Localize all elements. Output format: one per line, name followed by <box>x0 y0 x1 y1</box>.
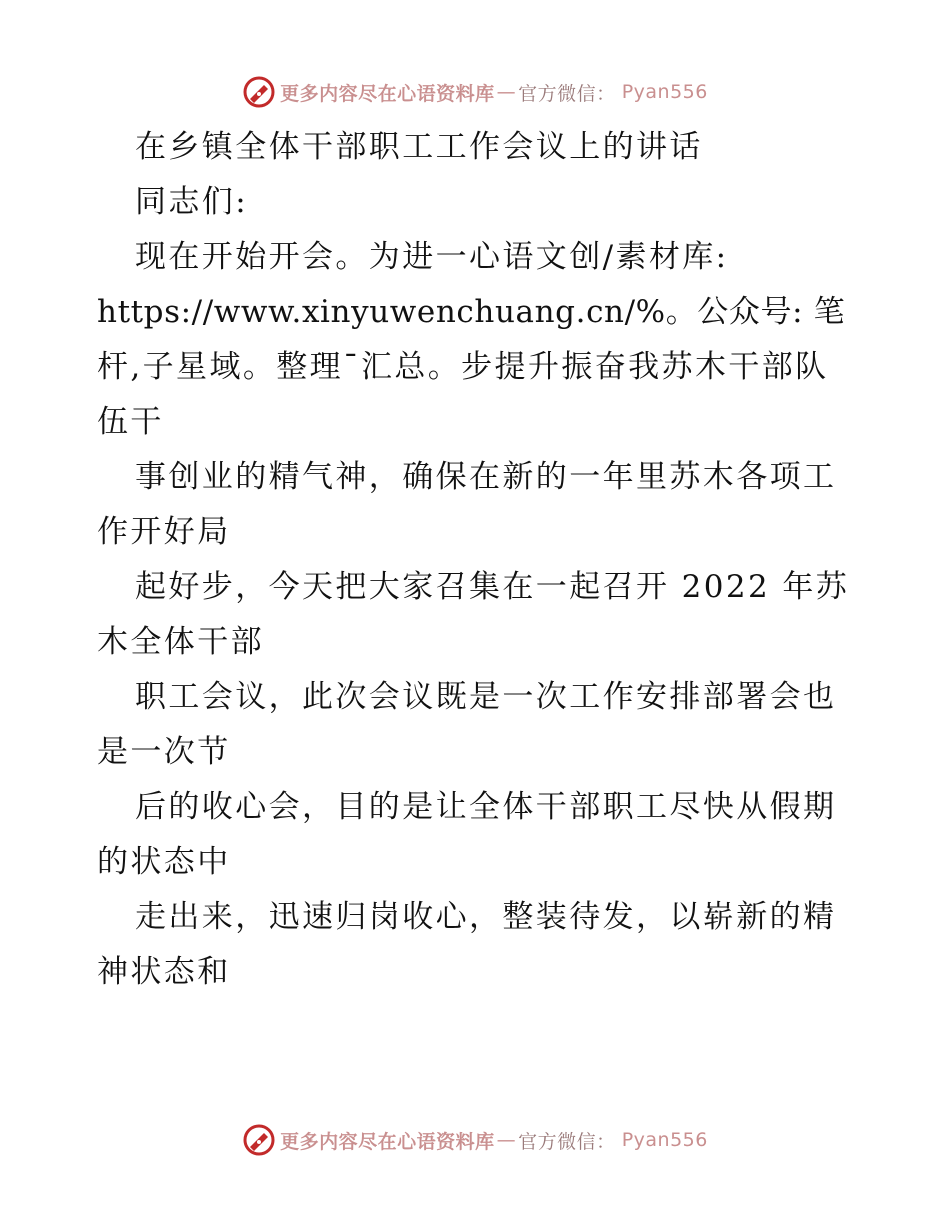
paragraph-line: 作开好局 <box>97 514 231 550</box>
pen-nib-circle-icon <box>242 1123 276 1157</box>
document-body <box>97 120 857 1000</box>
document-title: 在乡镇全体干部职工工作会议上的讲话 <box>135 129 703 165</box>
paragraph-line: 现在开始开会。为进一心语文创/素材库: <box>135 239 729 275</box>
watermark-label: 官方微信： <box>518 1130 616 1153</box>
pen-nib-circle-icon <box>242 75 276 109</box>
paragraph-line: 的状态中 <box>97 844 231 880</box>
watermark-handle: Pyan556 <box>621 1129 708 1151</box>
footer-watermark <box>0 1120 950 1160</box>
paragraph-line: 木全体干部 <box>97 624 264 660</box>
paragraph-line-url: https://www.xinyuwenchuang.cn/%。公众号: 笔 <box>97 294 846 330</box>
paragraph-line: 走出来，迅速归岗收心，整装待发，以崭新的精 <box>135 899 837 935</box>
paragraph-line: 事创业的精气神，确保在新的一年里苏木各项工 <box>135 459 837 495</box>
salutation: 同志们: <box>135 184 249 220</box>
paragraph-line: 是一次节 <box>97 734 231 770</box>
watermark-dash: — <box>496 81 517 103</box>
watermark-handle: Pyan556 <box>621 81 708 103</box>
paragraph-line: 起好步，今天把大家召集在一起召开 2022 年苏 <box>135 569 850 605</box>
watermark-label: 官方微信： <box>518 82 616 105</box>
watermark-dash: — <box>496 1129 517 1151</box>
paragraph-line: 后的收心会，目的是让全体干部职工尽快从假期 <box>135 789 837 825</box>
paragraph-line: 职工会议，此次会议既是一次工作安排部署会也 <box>135 679 837 715</box>
watermark-brand: 更多内容尽在心语资料库 <box>280 1130 495 1153</box>
header-watermark <box>0 72 950 112</box>
paragraph-line: 伍干 <box>97 404 164 440</box>
paragraph-line: 杆,子星域。整理¯汇总。步提升振奋我苏木干部队 <box>97 349 829 385</box>
watermark-brand: 更多内容尽在心语资料库 <box>280 82 495 105</box>
paragraph-line: 神状态和 <box>97 954 231 990</box>
